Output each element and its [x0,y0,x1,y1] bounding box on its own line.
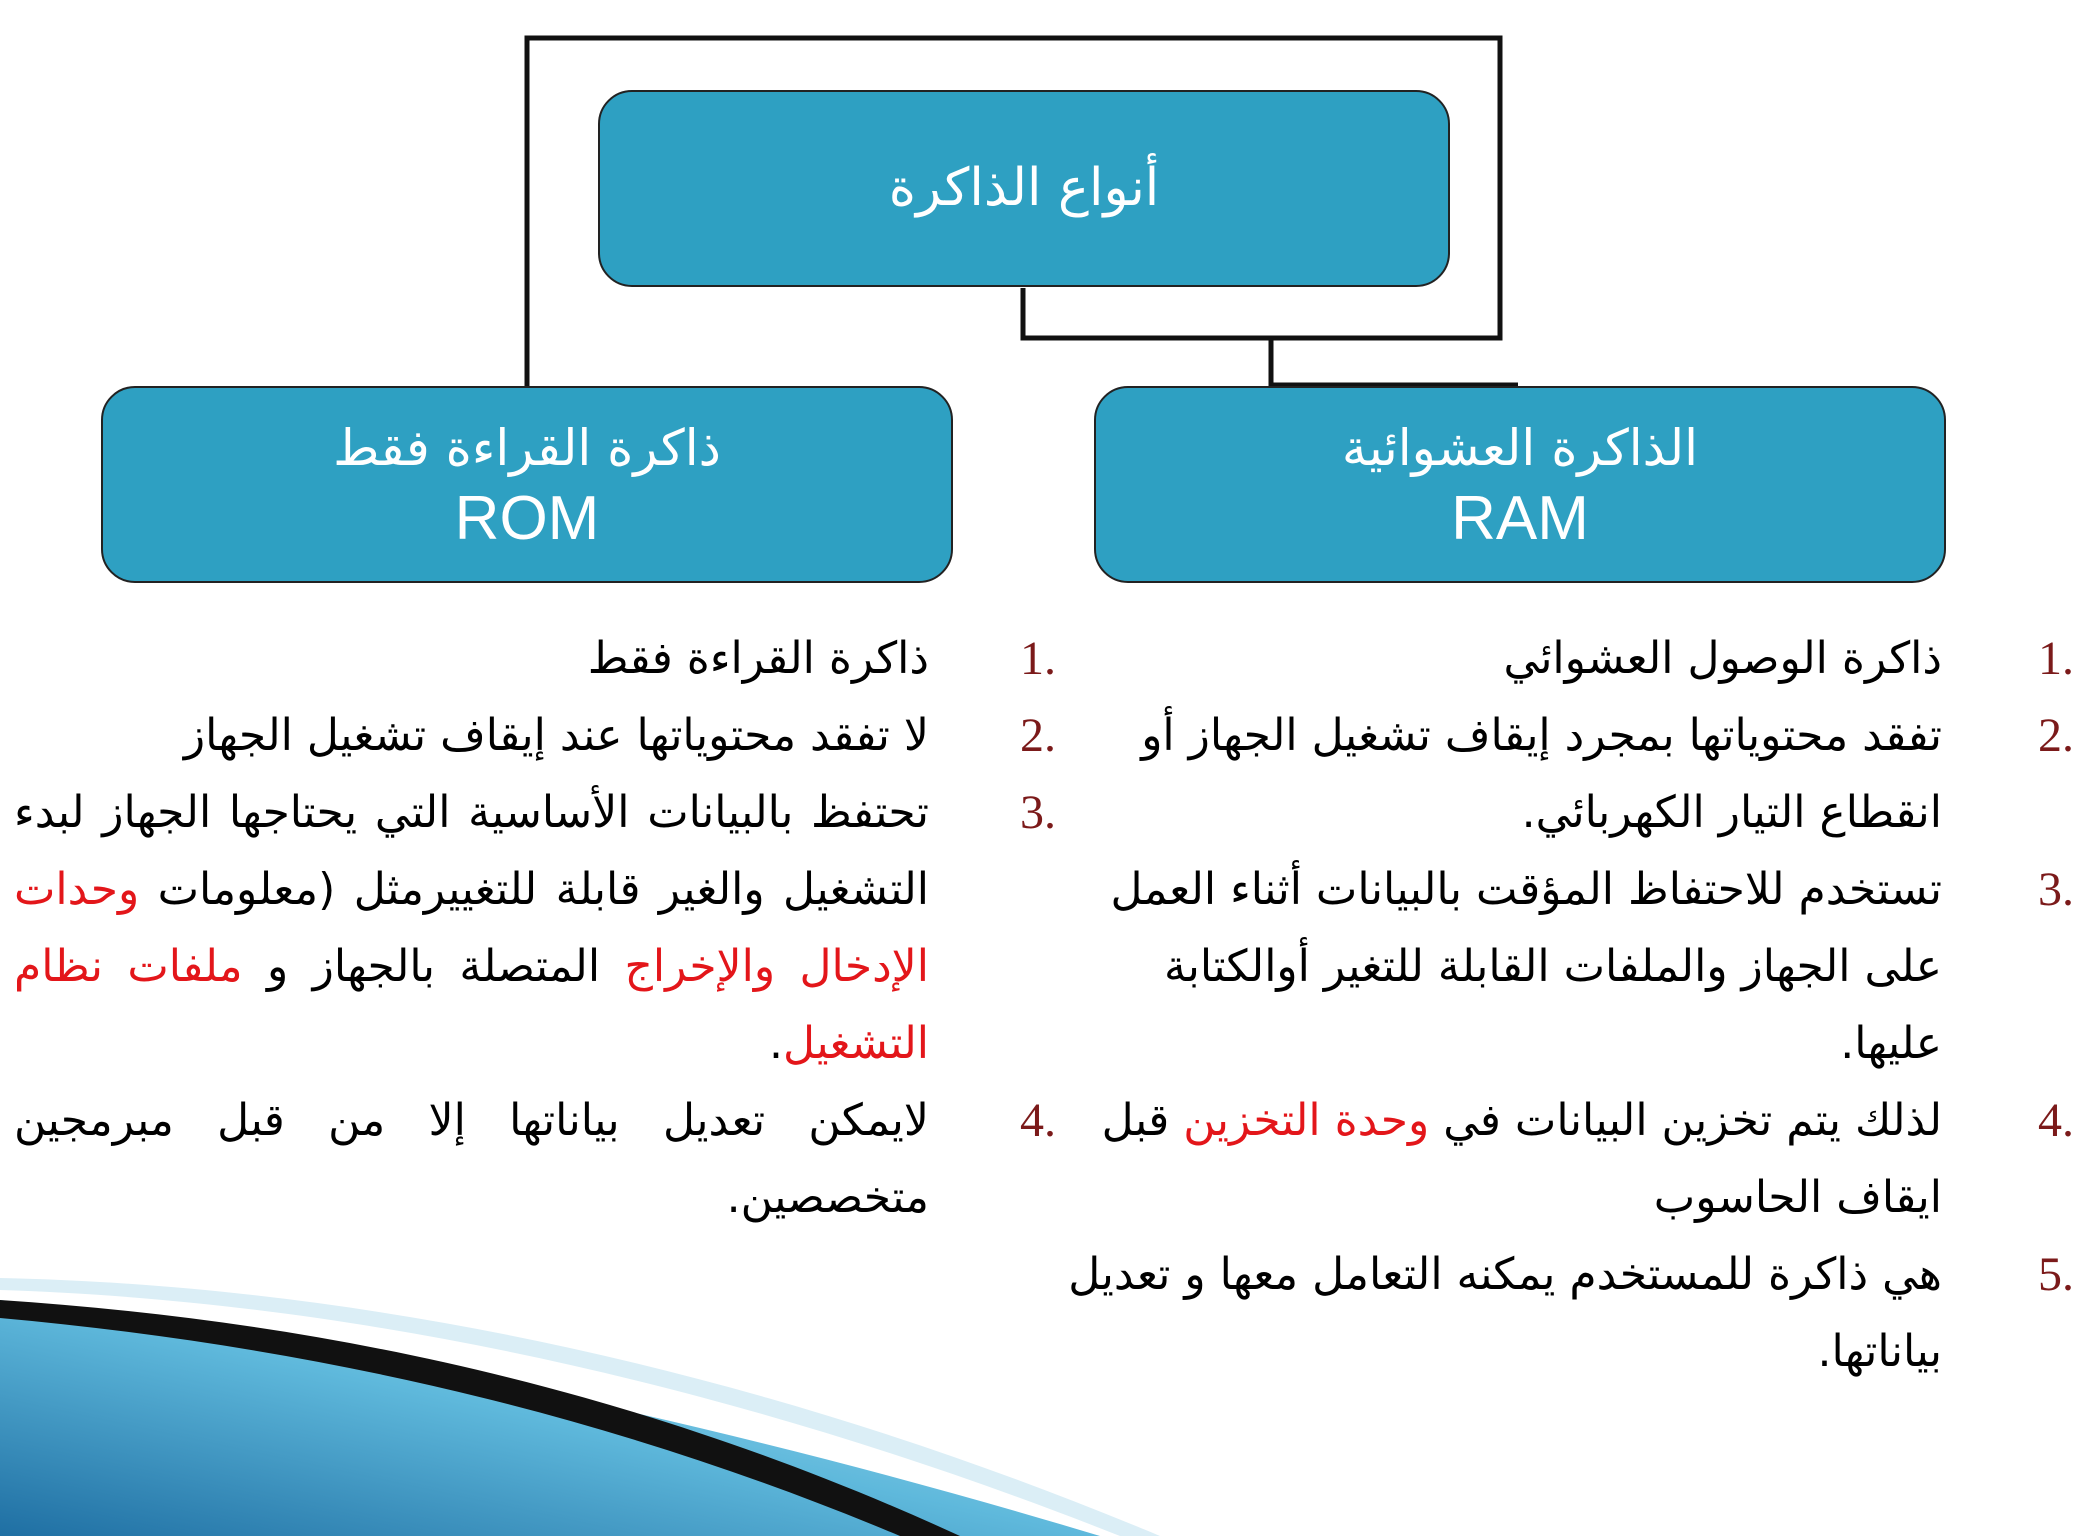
list-item-number: 3. [2038,863,2074,916]
ram-points-list [1050,620,2074,1390]
list-item-text: قبل ايقاف الحاسوب [1101,1095,1942,1223]
list-item-text: لذلك يتم تخزين البيانات في [1429,1095,1942,1146]
list-item-number: 4. [1020,1094,1056,1147]
list-item-text: تحتفظ بالبيانات الأساسية التي يحتاجها الجهاز لبدء التشغيل والغير قابلة للتغييرمثل (معلومات [14,787,929,915]
rom-node-english-label: ROM [454,483,600,553]
list-item [1050,851,2074,1082]
list-item [14,697,1056,774]
highlighted-term: وحدة التخزين [1183,1095,1430,1146]
list-item [1050,697,2074,851]
list-item-number: 1. [1020,632,1056,685]
list-item-text: تستخدم للاحتفاظ المؤقت بالبيانات أثناء العمل على الجهاز والملفات القابلة للتغير أوالكتابة عليها. [1110,864,1942,1069]
list-item-text: . [769,1018,783,1069]
list-item [1050,1236,2074,1390]
list-item-number: 2. [2038,709,2074,762]
list-item-text: ذاكرة الوصول العشوائي [1503,633,1942,684]
highlighted-term: وحدات الإدخال والإخراج [14,864,929,992]
ram-node-arabic-label: الذاكرة العشوائية [1341,419,1699,478]
list-item-number: 2. [1020,709,1056,762]
list-item-number: 5. [2038,1248,2074,1301]
root-node-label: أنواع الذاكرة [888,158,1160,219]
list-item-text: هي ذاكرة للمستخدم يمكنه التعامل معها و تعديل بياناتها. [1068,1249,1942,1377]
highlighted-term: ملفات نظام التشغيل [14,941,929,1069]
rom-points-list [14,620,1056,1236]
list-item-text: ذاكرة القراءة فقط [587,633,929,684]
list-item-text: لا تفقد محتوياتها عند إيقاف تشغيل الجهاز [183,710,929,761]
list-item [14,1082,1056,1236]
ram-node-english-label: RAM [1451,483,1589,553]
list-item-text: تفقد محتوياتها بمجرد إيقاف تشغيل الجهاز أو انقطاع التيار الكهربائي. [1141,710,1942,838]
connector-to-ram [1271,338,1518,385]
list-item-number: 1. [2038,632,2074,685]
list-item [14,620,1056,697]
list-item [1050,1082,2074,1236]
rom-node-arabic-label: ذاكرة القراءة فقط [333,419,721,478]
list-item-number: 3. [1020,786,1056,839]
ram-node [1094,386,1946,583]
list-item-text: المتصلة بالجهاز و [242,941,625,992]
root-node-memory-types [598,90,1450,287]
rom-node [101,386,953,583]
list-item [1050,620,2074,697]
list-item [14,774,1056,1082]
list-item-text: لايمكن تعديل بياناتها إلا من قبل مبرمجين متخصصين. [14,1095,929,1223]
list-item-number: 4. [2038,1094,2074,1147]
